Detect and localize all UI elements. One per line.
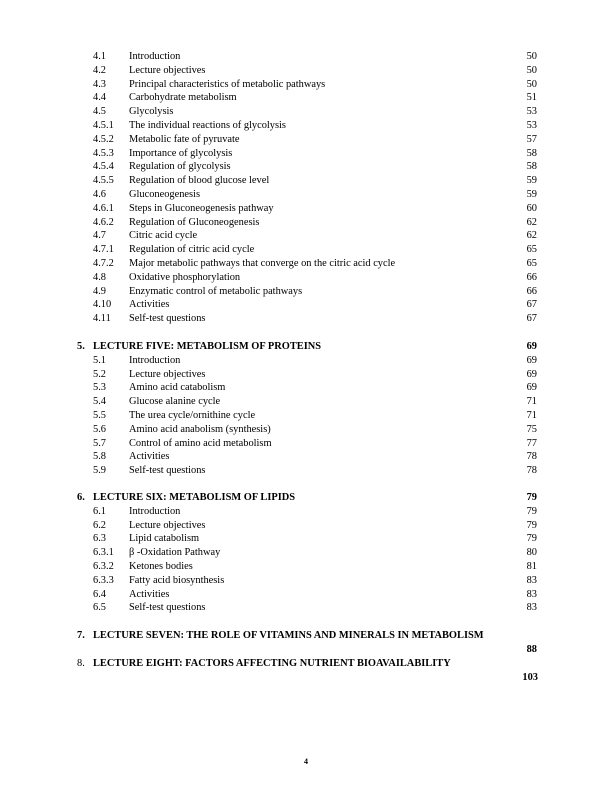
toc-entry[interactable] <box>0 409 612 423</box>
toc-entry[interactable] <box>0 423 612 437</box>
toc-heading[interactable] <box>0 340 612 354</box>
entry-title: Activities <box>129 299 170 311</box>
entry-title: Gluconeogenesis <box>129 188 200 200</box>
entry-page: 53 <box>526 106 537 118</box>
entry-page: 57 <box>526 133 537 145</box>
toc-entry[interactable] <box>0 119 612 133</box>
entry-number: 6.4 <box>93 588 106 600</box>
entry-number: 6.3.2 <box>93 560 114 572</box>
toc-entry[interactable] <box>0 160 612 174</box>
entry-page: 66 <box>526 285 537 297</box>
entry-title: Steps in Gluconeogenesis pathway <box>129 202 274 214</box>
entry-number: 4.5.1 <box>93 119 114 131</box>
heading-page: 69 <box>526 341 537 352</box>
entry-page: 58 <box>526 161 537 173</box>
toc-entry[interactable] <box>0 354 612 368</box>
entry-number: 4.4 <box>93 92 106 104</box>
entry-number: 4.9 <box>93 285 106 297</box>
entry-page: 69 <box>526 382 537 394</box>
toc-entry[interactable] <box>0 312 612 326</box>
toc-section-7 <box>0 629 612 657</box>
entry-page: 83 <box>526 588 537 600</box>
entry-number: 4.1 <box>93 51 106 62</box>
entry-title: Lecture objectives <box>129 64 206 76</box>
entry-title: Amino acid catabolism <box>129 382 226 394</box>
entry-page: 78 <box>526 465 537 477</box>
entry-title: Activities <box>129 588 170 600</box>
entry-title: Regulation of Gluconeogenesis <box>129 216 260 228</box>
entry-number: 5.1 <box>93 354 106 366</box>
entry-page: 78 <box>526 451 537 463</box>
entry-title: Regulation of glycolysis <box>129 161 231 173</box>
toc-entry[interactable] <box>0 257 612 271</box>
toc-entry[interactable] <box>0 588 612 602</box>
entry-number: 4.11 <box>93 313 111 325</box>
entry-title: Self-test questions <box>129 602 206 614</box>
heading-number: 5. <box>77 341 85 352</box>
entry-page: 59 <box>526 175 537 187</box>
toc-entry[interactable] <box>0 243 612 257</box>
entry-page: 58 <box>526 147 537 159</box>
toc-entry[interactable] <box>0 271 612 285</box>
entry-title: Activities <box>129 451 170 463</box>
entry-page: 50 <box>526 64 537 76</box>
entry-number: 5.2 <box>93 368 106 380</box>
entry-number: 5.8 <box>93 451 106 463</box>
entry-number: 5.6 <box>93 423 106 435</box>
entry-number: 4.6 <box>93 188 106 200</box>
entry-number: 4.7 <box>93 230 106 242</box>
entry-page: 80 <box>526 547 537 559</box>
toc-entry[interactable] <box>0 395 612 409</box>
entry-number: 4.5.2 <box>93 133 114 145</box>
entry-number: 4.7.2 <box>93 257 114 269</box>
entry-page: 69 <box>526 368 537 380</box>
entry-title: Carbohydrate metabolism <box>129 92 237 104</box>
entry-title: Fatty acid biosynthesis <box>129 574 225 586</box>
entry-number: 4.5 <box>93 106 106 118</box>
toc-section-6 <box>0 491 612 615</box>
entry-title: Introduction <box>129 51 181 62</box>
toc-section-5 <box>0 340 612 478</box>
toc-heading[interactable] <box>0 629 612 643</box>
entry-page: 50 <box>526 78 537 90</box>
entry-number: 4.5.3 <box>93 147 114 159</box>
entry-title: Control of amino acid metabolism <box>129 437 272 449</box>
entry-page: 79 <box>526 505 537 517</box>
entry-page: 71 <box>526 396 537 408</box>
toc-entry[interactable] <box>0 601 612 615</box>
entry-page: 79 <box>526 519 537 531</box>
entry-page: 51 <box>526 92 537 104</box>
toc-entry[interactable] <box>0 133 612 147</box>
entry-page: 65 <box>526 244 537 256</box>
entry-title: Metabolic fate of pyruvate <box>129 133 240 145</box>
entry-number: 4.5.4 <box>93 161 114 173</box>
toc-entry[interactable] <box>0 105 612 119</box>
entry-number: 4.3 <box>93 78 106 90</box>
heading-title: LECTURE EIGHT: FACTORS AFFECTING NUTRIENT BIOAVAILABILITY <box>93 658 451 669</box>
entry-number: 6.3.3 <box>93 574 114 586</box>
toc-entry[interactable] <box>0 519 612 533</box>
toc-entry[interactable] <box>0 560 612 574</box>
entry-title: Introduction <box>129 354 181 366</box>
toc-entry[interactable] <box>0 64 612 78</box>
entry-number: 4.7.1 <box>93 244 114 256</box>
entry-page: 81 <box>526 560 537 572</box>
entry-page: 59 <box>526 188 537 200</box>
entry-page: 71 <box>526 409 537 421</box>
entry-title: Oxidative phosphorylation <box>129 271 241 283</box>
entry-page: 53 <box>526 119 537 131</box>
toc-heading[interactable] <box>0 491 612 505</box>
toc-entry[interactable] <box>0 574 612 588</box>
entry-title: Principal characteristics of metabolic pathways <box>129 78 326 90</box>
toc-entry[interactable] <box>0 505 612 519</box>
entry-number: 6.3.1 <box>93 547 114 559</box>
entry-title: Amino acid anabolism (synthesis) <box>129 423 271 435</box>
heading-title: LECTURE SEVEN: THE ROLE OF VITAMINS AND MINERALS IN METABOLISM <box>93 630 484 641</box>
entry-number: 4.8 <box>93 271 106 283</box>
toc-heading[interactable] <box>0 657 612 671</box>
toc-section-8 <box>0 657 612 685</box>
entry-title: Glucose alanine cycle <box>129 396 221 408</box>
entry-page: 60 <box>526 202 537 214</box>
entry-title: Introduction <box>129 505 181 517</box>
toc-entry[interactable] <box>0 546 612 560</box>
entry-page: 50 <box>526 51 537 62</box>
toc-entry[interactable] <box>0 285 612 299</box>
heading-number: 7. <box>77 630 85 641</box>
toc-entry[interactable] <box>0 229 612 243</box>
entry-number: 4.10 <box>93 299 112 311</box>
entry-title: Importance of glycolysis <box>129 147 233 159</box>
entry-page: 62 <box>526 230 537 242</box>
entry-number: 4.5.5 <box>93 175 114 187</box>
entry-title: The individual reactions of glycolysis <box>129 119 286 131</box>
heading-page: 79 <box>526 492 537 503</box>
entry-title: The urea cycle/ornithine cycle <box>129 409 256 421</box>
entry-title: Major metabolic pathways that converge on the citric acid cycle <box>129 257 396 269</box>
entry-number: 6.1 <box>93 505 106 517</box>
entry-number: 4.6.2 <box>93 216 114 228</box>
entry-number: 6.3 <box>93 533 106 545</box>
entry-title: Citric acid cycle <box>129 230 198 242</box>
entry-title: Lecture objectives <box>129 368 206 380</box>
heading-title: LECTURE SIX: METABOLISM OF LIPIDS <box>93 492 296 503</box>
toc-entry[interactable] <box>0 216 612 230</box>
entry-number: 6.2 <box>93 519 106 531</box>
entry-page: 77 <box>526 437 537 449</box>
entry-page: 83 <box>526 602 537 614</box>
toc-entry[interactable] <box>0 202 612 216</box>
entry-number: 5.4 <box>93 396 106 408</box>
toc-entry[interactable] <box>0 188 612 202</box>
toc-entry[interactable] <box>0 381 612 395</box>
entry-number: 5.9 <box>93 465 106 477</box>
entry-title: Regulation of blood glucose level <box>129 175 270 187</box>
heading-page: 103 <box>522 671 538 683</box>
entry-number: 4.2 <box>93 64 106 76</box>
toc-entry[interactable] <box>0 532 612 546</box>
toc-entry[interactable] <box>0 464 612 478</box>
heading-number: 6. <box>77 492 85 503</box>
entry-number: 4.6.1 <box>93 202 114 214</box>
heading-title: LECTURE FIVE: METABOLISM OF PROTEINS <box>93 341 322 352</box>
toc-entry[interactable] <box>0 368 612 382</box>
entry-page: 83 <box>526 574 537 586</box>
entry-title: Glycolysis <box>129 106 174 118</box>
entry-title: Self-test questions <box>129 465 206 477</box>
toc-entry[interactable] <box>0 174 612 188</box>
entry-title: Enzymatic control of metabolic pathways <box>129 285 303 297</box>
entry-page: 75 <box>526 423 537 435</box>
toc-entry[interactable] <box>0 50 612 64</box>
entry-title: Lipid catabolism <box>129 533 200 545</box>
entry-page: 62 <box>526 216 537 228</box>
entry-page: 66 <box>526 271 537 283</box>
page-number: 4 <box>304 757 308 766</box>
toc-entry[interactable] <box>0 298 612 312</box>
entry-number: 6.5 <box>93 602 106 614</box>
toc-entry[interactable] <box>0 78 612 92</box>
entry-title: β -Oxidation Pathway <box>129 547 221 559</box>
toc-entry[interactable] <box>0 147 612 161</box>
entry-number: 5.3 <box>93 382 106 394</box>
toc-entry[interactable] <box>0 437 612 451</box>
toc-entry[interactable] <box>0 450 612 464</box>
entry-title: Ketones bodies <box>129 560 193 572</box>
entry-page: 67 <box>526 313 537 325</box>
entry-title: Lecture objectives <box>129 519 206 531</box>
entry-title: Regulation of citric acid cycle <box>129 244 255 256</box>
entry-page: 79 <box>526 533 537 545</box>
entry-number: 5.7 <box>93 437 106 449</box>
entry-page: 67 <box>526 299 537 311</box>
heading-number: 8. <box>77 658 85 669</box>
toc-entry[interactable] <box>0 91 612 105</box>
toc-section-4 <box>0 50 612 326</box>
entry-page: 65 <box>526 257 537 269</box>
entry-title: Self-test questions <box>129 313 206 325</box>
entry-number: 5.5 <box>93 409 106 421</box>
entry-page: 69 <box>526 354 537 366</box>
heading-page: 88 <box>526 643 537 655</box>
